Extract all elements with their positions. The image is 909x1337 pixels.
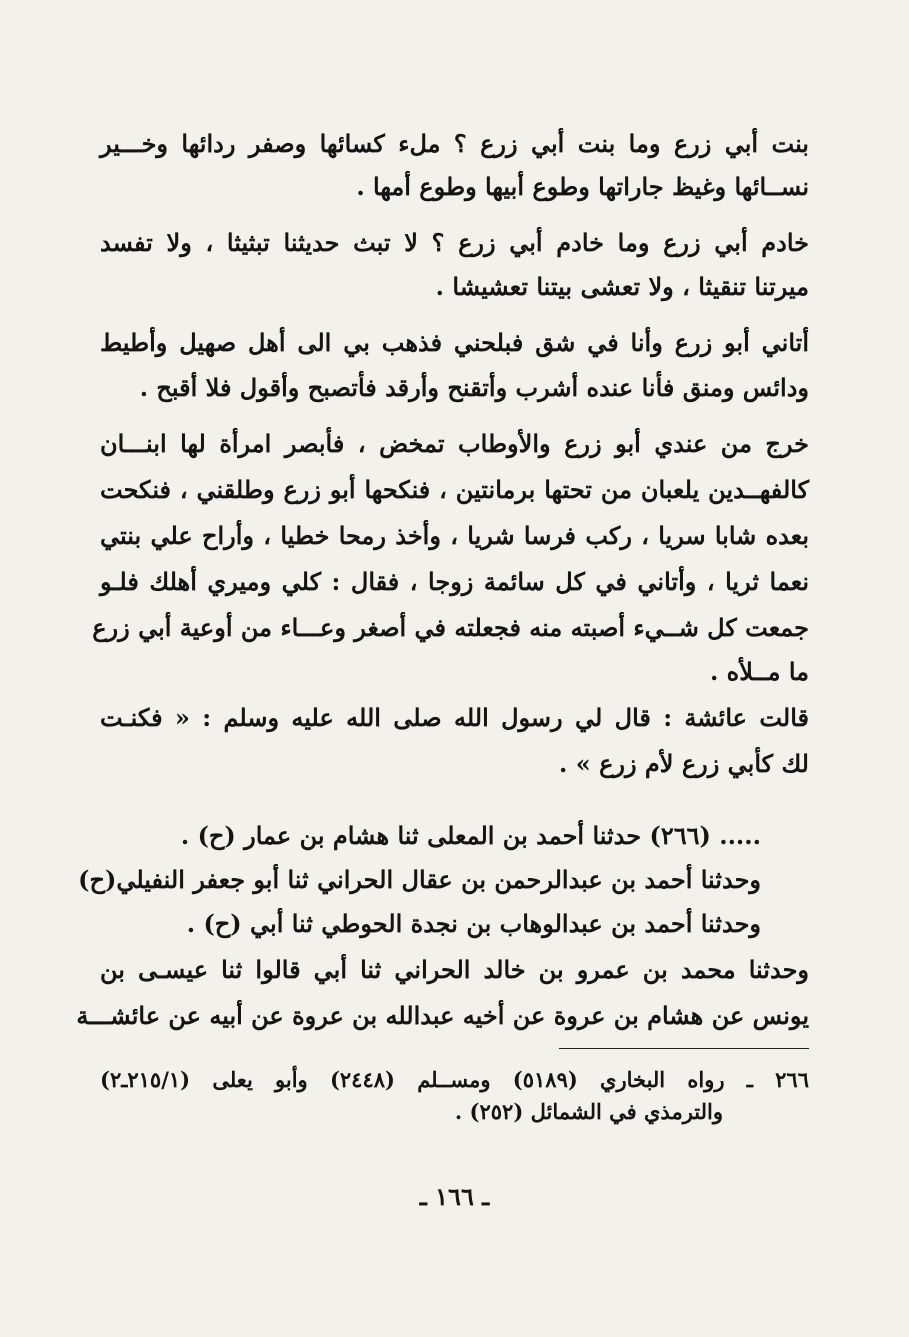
text-line: قالت عائشة : قال لي رسول الله صلى الله عليه وسلم : « فكنـت — [100, 703, 810, 732]
text-line: نعما ثريا ، وأتاني في كل سائمة زوجا ، فقال : كلي وميري أهلك فلـو — [100, 567, 809, 596]
text-line: أتاني أبو زرع وأنا في شق فبلحني فذهب بي الى أهل صهيل وأطيط — [100, 328, 809, 357]
text-line: خرج من عندي أبو زرع والأوطاب تمخض ، فأبصر امرأة لها ابنـــان — [100, 429, 809, 458]
text-line: ما مــلأه . — [709, 657, 809, 686]
footnote-line: والترمذي في الشمائل (٢٥٢) . — [454, 1099, 723, 1124]
text-line: ودائس ومنق فأنا عنده أشرب وأتقنح وأرقد فأتصبح وأقول فلا أقبح . — [139, 373, 809, 402]
footnote-line: ٢٦٦ ـ رواه البخاري (٥١٨٩) ومســلم (٢٤٤٨) وأبو يعلى (٢١٥/١ـ٢) — [100, 1067, 809, 1092]
text-line: نســائها وغيظ جاراتها وطوع أبيها وطوع أمها . — [356, 172, 809, 201]
text-line: بنت أبي زرع وما بنت أبي زرع ؟ ملء كسائها وصفر ردائها وخـــير — [100, 129, 809, 158]
text-line: جمعت كل شــيء أصبته منه فجعلته في أصغر وعـــاء من أوعية أبي زرع — [92, 613, 809, 642]
text-line: ميرتنا تنقيثا ، ولا تعشى بيتنا تعشيشا . — [435, 272, 809, 301]
isnad-line: ..... (٢٦٦) حدثنا أحمد بن المعلى ثنا هشام بن عمار (ح) . — [180, 821, 761, 850]
text-line: لك كأبي زرع لأم زرع » . — [559, 749, 809, 778]
text-line: بعده شابا سريا ، ركب فرسا شريا ، وأخذ رمحا خطيا ، وأراح علي بنتي — [100, 521, 809, 550]
isnad-line: وحدثنا أحمد بن عبدالرحمن بن عقال الحراني ثنا أبو جعفر النفيلي(ح) — [78, 865, 761, 894]
text-line: خادم أبي زرع وما خادم أبي زرع ؟ لا تبث حديثنا تبثيثا ، ولا تفسد — [100, 228, 809, 257]
text-line: كالفهــدين يلعبان من تحتها برمانتين ، فنكحها أبو زرع وطلقني ، فنكحت — [100, 475, 810, 504]
isnad-line: وحدثنا محمد بن عمرو بن خالد الحراني ثنا أبي قالوا ثنا عيسـى بن — [100, 955, 809, 984]
footnote-separator — [559, 1048, 809, 1049]
isnad-line: يونس عن هشام بن عروة عن أخيه عبدالله بن عروة عن أبيه عن عائشـــة — [76, 1001, 809, 1030]
page-number: ـ ١٦٦ ـ — [419, 1182, 490, 1211]
isnad-line: وحدثنا أحمد بن عبدالوهاب بن نجدة الحوطي ثنا أبي (ح) . — [186, 909, 761, 938]
